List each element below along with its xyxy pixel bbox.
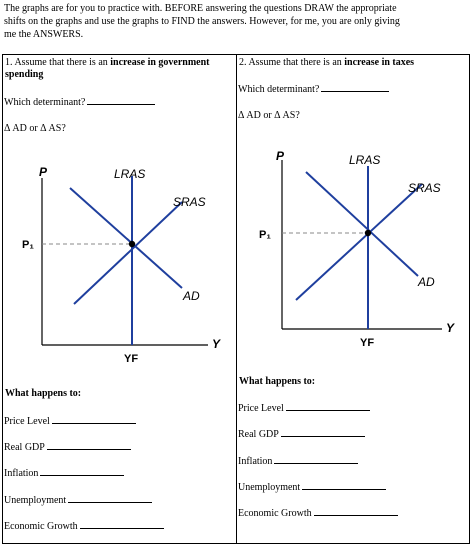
right-item-label: Unemployment (238, 482, 301, 493)
left-item-unemployment (4, 494, 152, 507)
right-answer-blank[interactable] (302, 481, 386, 490)
right-item-economic-growth (238, 507, 398, 520)
right-answer-blank[interactable] (281, 428, 365, 437)
left-p1-label: P₁ (22, 239, 34, 251)
right-axis-y-label: Y (446, 321, 455, 335)
left-sras-label: SRAS (173, 195, 206, 209)
left-axis-y-label: Y (212, 337, 221, 351)
left-ad-label: AD (183, 289, 200, 303)
left-item-price-level (4, 415, 136, 428)
left-item-label: Inflation (4, 468, 39, 479)
left-item-label: Economic Growth (4, 521, 78, 532)
right-lras-label: LRAS (349, 153, 381, 167)
right-question-prefix: 2. Assume that there is an (239, 57, 345, 68)
right-p1-label: P₁ (259, 229, 271, 241)
right-determinant-label: Which determinant? (238, 84, 320, 95)
right-item-unemployment (238, 481, 386, 494)
left-item-real-gdp (4, 441, 131, 454)
right-item-label: Price Level (238, 403, 284, 414)
left-determinant-label: Which determinant? (4, 97, 86, 108)
right-item-label: Inflation (238, 456, 273, 467)
left-answer-blank[interactable] (80, 520, 164, 529)
left-answer-blank[interactable] (47, 441, 131, 450)
right-ad-line (306, 172, 418, 276)
left-sras-line (74, 202, 182, 304)
column-divider (236, 54, 237, 544)
right-ad-label: AD (418, 275, 435, 289)
right-answer-blank[interactable] (286, 402, 370, 411)
left-lras-label: LRAS (114, 167, 146, 181)
left-determinant-row (4, 96, 155, 109)
right-answer-blank[interactable] (274, 455, 358, 464)
left-item-economic-growth (4, 520, 164, 533)
left-delta-label: Δ AD or Δ AS? (4, 123, 66, 134)
right-axis-p-label: P (276, 149, 285, 163)
right-item-real-gdp (238, 428, 365, 441)
right-delta-label: Δ AD or Δ AS? (238, 110, 300, 121)
left-ad-line (70, 188, 182, 288)
left-answer-blank[interactable] (40, 467, 124, 476)
left-equilibrium-point (129, 241, 135, 247)
right-yf-label: YF (360, 337, 375, 349)
left-ad-as-graph (18, 160, 233, 370)
left-item-label: Unemployment (4, 495, 67, 506)
left-item-inflation (4, 467, 124, 480)
instructions-text: The graphs are for you to practice with. BEFORE answering the questions DRAW the appropriate shifts on the graphs and use the graphs to FIND the answers. However, for me, you are only giving me the ANSWERS. (4, 3, 400, 40)
right-determinant-row (238, 83, 389, 96)
left-axis-p-label: P (39, 165, 48, 179)
left-question-prefix: 1. Assume that there is an (5, 57, 111, 68)
right-equilibrium-point (365, 230, 371, 236)
left-item-label: Real GDP (4, 442, 45, 453)
right-determinant-blank[interactable] (321, 83, 389, 92)
left-question-bold: increase in government spending (5, 57, 210, 80)
right-question-bold: increase in taxes (344, 57, 415, 68)
right-sras-line (296, 184, 422, 300)
right-question (239, 57, 469, 69)
right-item-price-level (238, 402, 370, 415)
right-ad-as-graph (256, 148, 471, 358)
right-what-happens: What happens to: (239, 376, 316, 387)
left-what-happens: What happens to: (5, 388, 82, 399)
right-item-inflation (238, 455, 358, 468)
right-item-label: Economic Growth (238, 508, 312, 519)
left-determinant-blank[interactable] (87, 96, 155, 105)
right-sras-label: SRAS (408, 181, 441, 195)
left-answer-blank[interactable] (52, 415, 136, 424)
left-item-label: Price Level (4, 416, 50, 427)
left-answer-blank[interactable] (68, 494, 152, 503)
right-item-label: Real GDP (238, 429, 279, 440)
left-question (5, 57, 237, 81)
left-yf-label: YF (124, 353, 139, 365)
right-answer-blank[interactable] (314, 507, 398, 516)
